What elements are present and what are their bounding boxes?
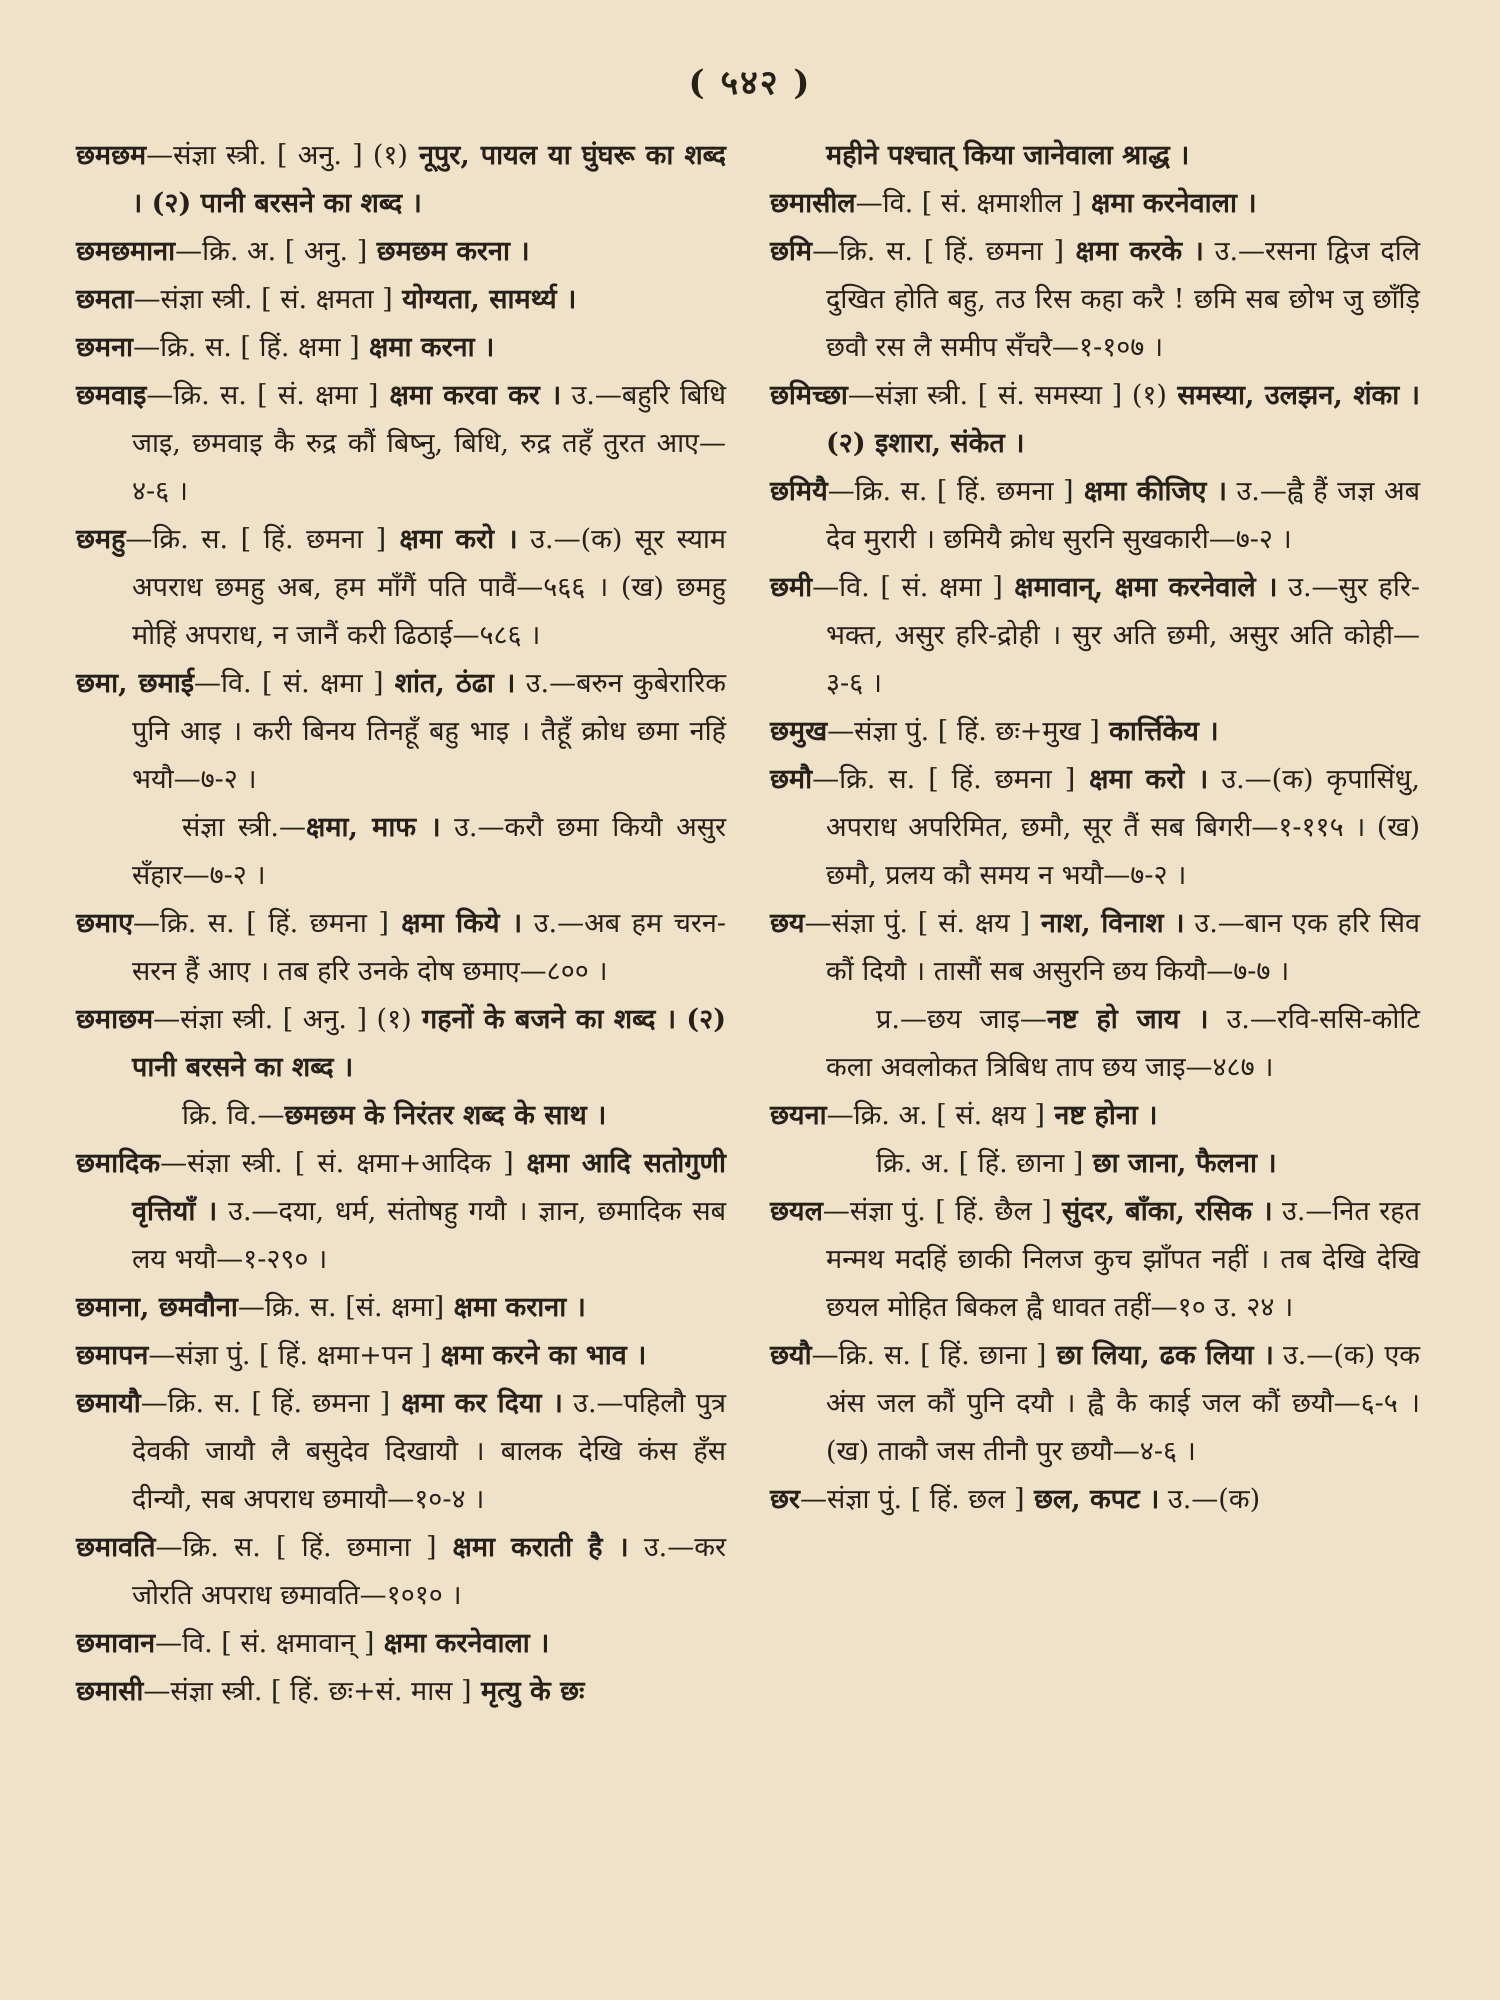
dictionary-entry — [76, 1524, 726, 1620]
definition: छमछम करना । — [367, 236, 530, 267]
dictionary-entry — [770, 1332, 1420, 1476]
dictionary-entry — [770, 900, 1420, 996]
grammar-note: —वि. [ सं. क्षमा ] — [193, 668, 384, 699]
headword: छय — [770, 908, 805, 939]
definition: सुंदर, बाँका, रसिक । — [1051, 1196, 1273, 1227]
dictionary-entry — [76, 276, 726, 324]
example-quote: उ.—दया, धर्म, संतोषहु गयौ । ज्ञान, छमादिक सब लय भयौ—१-२९० । — [132, 1196, 727, 1275]
example-quote: उ.—कर जोरति अपराध छमावति—१०१० । — [132, 1532, 726, 1611]
headword: छमाछम — [76, 1004, 154, 1035]
definition: महीने पश्चात् किया जानेवाला श्राद्ध । — [826, 140, 1190, 171]
dictionary-entry — [76, 900, 726, 996]
example-quote: उ.—बहुरि बिधि जाइ, छमवाइ कै रुद्र कौं बिष्नु, बिधि, रुद्र तहँ तुरत आए—४-६ । — [132, 380, 726, 507]
dictionary-entry — [770, 468, 1420, 564]
headword: छर — [770, 1484, 800, 1515]
grammar-note: —संज्ञा स्त्री. [ अनु. ] (१) — [153, 1004, 412, 1035]
dictionary-entry — [76, 1620, 726, 1668]
definition: शांत, ठंढा । — [383, 668, 516, 699]
definition: क्षमा कीजिए । — [1073, 476, 1227, 507]
example-quote: उ.—अब हम चरन-सरन हैं आए । तब हरि उनके दोष छमाए—८०० । — [132, 908, 726, 987]
headword: छमहु — [76, 524, 126, 555]
definition: क्षमा करो । — [1075, 764, 1209, 795]
dictionary-entry — [76, 1332, 726, 1380]
grammar-note: —संज्ञा स्त्री. [ सं. क्षमता ] — [133, 284, 393, 315]
definition: क्षमा करनेवाला । — [374, 1628, 550, 1659]
dictionary-entry — [770, 228, 1420, 372]
dictionary-entry — [770, 1476, 1420, 1524]
headword: छमासील — [770, 188, 856, 219]
headword: छमा, छमाई — [76, 668, 194, 699]
definition: क्षमा करनेवाला । — [1081, 188, 1257, 219]
grammar-note: —क्रि. स. [ हिं. क्षमा ] — [133, 332, 360, 363]
dictionary-entry — [76, 660, 726, 804]
page-number: ( ५४२ ) — [688, 63, 812, 103]
headword: छमासी — [76, 1676, 144, 1707]
definition: क्षमा कराना । — [444, 1292, 586, 1323]
left-column — [76, 132, 726, 1716]
definition: क्षमा किये । — [388, 908, 523, 939]
headword: छमावान — [76, 1628, 156, 1659]
grammar-note: —संज्ञा पुं. [ हिं. छः+मुख ] — [827, 716, 1100, 747]
grammar-note: —क्रि. स. [ हिं. छाना ] — [811, 1340, 1047, 1371]
grammar-note: —संज्ञा पुं. [ सं. क्षय ] — [804, 908, 1031, 939]
sub-entry — [826, 1140, 1420, 1188]
dictionary-entry — [76, 1140, 726, 1284]
grammar-note: —क्रि. स. [ हिं. छमाना ] — [155, 1532, 437, 1563]
definition: नष्ट होना । — [1044, 1100, 1158, 1131]
grammar-note: —संज्ञा पुं. [ हिं. छैल ] — [822, 1196, 1052, 1227]
grammar-note: —क्रि. स. [ हिं. छमना ] — [827, 476, 1074, 507]
grammar-note: —क्रि. स. [ हिं. छमना ] — [812, 236, 1064, 267]
dictionary-entry — [770, 180, 1420, 228]
grammar-note: —क्रि. स. [ सं. क्षमा ] — [146, 380, 379, 411]
definition: क्षमावान्, क्षमा करनेवाले । — [1002, 572, 1278, 603]
dictionary-entry — [76, 372, 726, 516]
headword: छमवाइ — [76, 380, 147, 411]
dictionary-entry — [76, 1668, 726, 1716]
headword: छमाना, छमवौना — [76, 1292, 238, 1323]
definition: क्षमा करवा कर । — [378, 380, 562, 411]
definition: क्षमा, माफ । — [306, 812, 441, 843]
grammar-note: —क्रि. अ. [ सं. क्षय ] — [826, 1100, 1045, 1131]
grammar-note: —संज्ञा स्त्री. [ सं. समस्या ] (१) — [847, 380, 1167, 411]
grammar-note: —वि. [ सं. क्षमा ] — [812, 572, 1003, 603]
definition: क्षमा करने का भाव । — [431, 1340, 647, 1371]
dictionary-entry — [770, 1188, 1420, 1332]
definition: छल, कपट । — [1024, 1484, 1160, 1515]
example-quote: उ.—ह्वै हैं जज्ञ अब देव मुरारी । छमियै क्रोध सुरनि सुखकारी—७-२ । — [826, 476, 1420, 555]
example-quote: उ.—बरुन कुबेरारिक पुनि आइ । करी बिनय तिनहूँ बहु भाइ । तैहूँ क्रोध छमा नहिं भयौ—७-२ । — [132, 668, 726, 795]
definition: मृत्यु के छः — [471, 1676, 585, 1707]
headword: छमादिक — [76, 1148, 161, 1179]
definition: छा जाना, फैलना । — [1083, 1148, 1277, 1179]
headword: छमता — [76, 284, 134, 315]
headword: छमावति — [76, 1532, 156, 1563]
example-quote: उ.—रवि-ससि-कोटि कला अवलोकत त्रिबिध ताप छय जाइ—४८७ । — [826, 1004, 1420, 1083]
headword: छमी — [770, 572, 813, 603]
grammar-note: —संज्ञा पुं. [ हिं. छल ] — [799, 1484, 1025, 1515]
definition: गहनों के बजने का शब्द । (२) पानी बरसने का शब्द । — [132, 1004, 726, 1083]
headword: छमाए — [76, 908, 133, 939]
headword: छयल — [770, 1196, 823, 1227]
grammar-note: —संज्ञा स्त्री. [ सं. क्षमा+आदिक ] — [160, 1148, 514, 1179]
definition: छमछम के निरंतर शब्द के साथ । — [284, 1100, 607, 1131]
dictionary-entry — [770, 564, 1420, 708]
grammar-note: —क्रि. स. [ हिं. छमना ] — [125, 524, 387, 555]
dictionary-entry — [76, 1284, 726, 1332]
example-quote: उ.—बान एक हरि सिव कौं दियौ । तासौं सब असुरनि छय कियौ—७-७ । — [826, 908, 1421, 987]
example-quote: उ.—(क) कृपासिंधु, अपराध अपरिमित, छमौ, सूर तैं सब बिगरी—१-११५ । (ख) छमौ, प्रलय कौ समय न भयौ—७-२ । — [826, 764, 1420, 891]
definition: क्षमा करो । — [386, 524, 518, 555]
example-quote: उ.—रसना द्विज दलि दुखित होति बहु, तउ रिस कहा करै ! छमि सब छोभ जु छाँड़ि छवौ रस लै समीप सँचरै—१-१०७ । — [826, 236, 1420, 363]
dictionary-entry — [770, 756, 1420, 900]
grammar-note: —क्रि. स. [सं. क्षमा] — [237, 1292, 445, 1323]
grammar-note: संज्ञा स्त्री.— — [182, 812, 306, 843]
definition: नाश, विनाश । — [1030, 908, 1185, 939]
grammar-note: —क्रि. स. [ हिं. छमना ] — [812, 764, 1076, 795]
grammar-note: —संज्ञा स्त्री. [ हिं. छः+सं. मास ] — [143, 1676, 472, 1707]
grammar-note: —क्रि. स. [ हिं. छमना ] — [140, 1388, 391, 1419]
grammar-note: —क्रि. अ. [ अनु. ] — [175, 236, 368, 267]
definition: समस्या, उलझन, शंका । (२) इशारा, संकेत । — [826, 380, 1420, 459]
dictionary-entry — [770, 708, 1420, 756]
example-quote: उ.—सुर हरि-भक्त, असुर हरि-द्रोही । सुर अति छमी, असुर अति कोही—३-६ । — [826, 572, 1420, 699]
headword: छमछम — [76, 140, 147, 171]
grammar-note: क्रि. अ. [ हिं. छाना ] — [876, 1148, 1084, 1179]
headword: छमिच्छा — [770, 380, 848, 411]
grammar-note: प्र.—छय जाइ— — [876, 1004, 1047, 1035]
headword: छमछमाना — [76, 236, 176, 267]
dictionary-entry — [770, 132, 1420, 180]
definition: क्षमा करना । — [359, 332, 495, 363]
headword: छमौ — [770, 764, 813, 795]
definition: योग्यता, सामर्थ्य । — [392, 284, 577, 315]
headword: छमायौ — [76, 1388, 141, 1419]
definition: क्षमा आदि सतोगुणी वृत्तियाँ । — [132, 1148, 726, 1227]
dictionary-entry — [76, 996, 726, 1092]
sub-entry — [826, 996, 1420, 1092]
example-quote: उ.—करौ छमा कियौ असुर सँहार—७-२ । — [132, 812, 726, 891]
example-quote: उ.—(क) सूर स्याम अपराध छमहु अब, हम माँगैं पति पावैं—५६६ । (ख) छमहु मोहिं अपराध, न जानैं करी ढिठाई—५८६ । — [132, 524, 726, 651]
dictionary-entry — [76, 228, 726, 276]
grammar-note: —वि. [ सं. क्षमाशील ] — [855, 188, 1082, 219]
dictionary-entry — [76, 516, 726, 660]
definition: छा लिया, ढक लिया । — [1046, 1340, 1274, 1371]
headword: छमापन — [76, 1340, 149, 1371]
example-quote: उ.—(क) — [1159, 1484, 1261, 1515]
definition: क्षमा करके । — [1063, 236, 1204, 267]
dictionary-entry — [76, 132, 726, 228]
grammar-note: —संज्ञा स्त्री. [ अनु. ] (१) — [146, 140, 408, 171]
headword: छयना — [770, 1100, 827, 1131]
definition: कार्त्तिकेय । — [1099, 716, 1219, 747]
dictionary-entry — [76, 1380, 726, 1524]
right-column — [770, 132, 1420, 1524]
grammar-note: —वि. [ सं. क्षमावान् ] — [155, 1628, 375, 1659]
example-quote: उ.—नित रहत मन्मथ मदहिं छाकी निलज कुच झाँपत नहीं । तब देखि देखि छयल मोहित बिकल ह्वै धावत तहीं—१० उ. २४ । — [826, 1196, 1420, 1323]
sub-entry — [132, 804, 726, 900]
grammar-note: क्रि. वि.— — [182, 1100, 285, 1131]
headword: छयौ — [770, 1340, 812, 1371]
headword: छमुख — [770, 716, 828, 747]
dictionary-entry — [76, 324, 726, 372]
example-quote: उ.—(क) एक अंस जल कौं पुनि दयौ । ह्वै कै काई जल कौं छयौ—६-५ । (ख) ताकौ जस तीनौ पुर छयौ—४-६ । — [826, 1340, 1421, 1467]
grammar-note: —क्रि. स. [ हिं. छमना ] — [133, 908, 389, 939]
example-quote: उ.—पहिलौ पुत्र देवकी जायौ लै बसुदेव दिखायौ । बालक देखि कंस हँस दीन्यौ, सब अपराध छमायौ—१०-४ । — [132, 1388, 727, 1515]
dictionary-entry — [770, 372, 1420, 468]
definition: नूपुर, पायल या घुंघरू का शब्द । (२) पानी बरसने का शब्द । — [132, 140, 727, 219]
grammar-note: —संज्ञा पुं. [ हिं. क्षमा+पन ] — [148, 1340, 432, 1371]
dictionary-entry — [770, 1092, 1420, 1140]
headword: छमियै — [770, 476, 828, 507]
definition: क्षमा कराती है । — [436, 1532, 629, 1563]
definition: नष्ट हो जाय । — [1046, 1004, 1209, 1035]
sub-entry — [132, 1092, 726, 1140]
headword: छमना — [76, 332, 134, 363]
definition: क्षमा कर दिया । — [390, 1388, 563, 1419]
headword: छमि — [770, 236, 813, 267]
